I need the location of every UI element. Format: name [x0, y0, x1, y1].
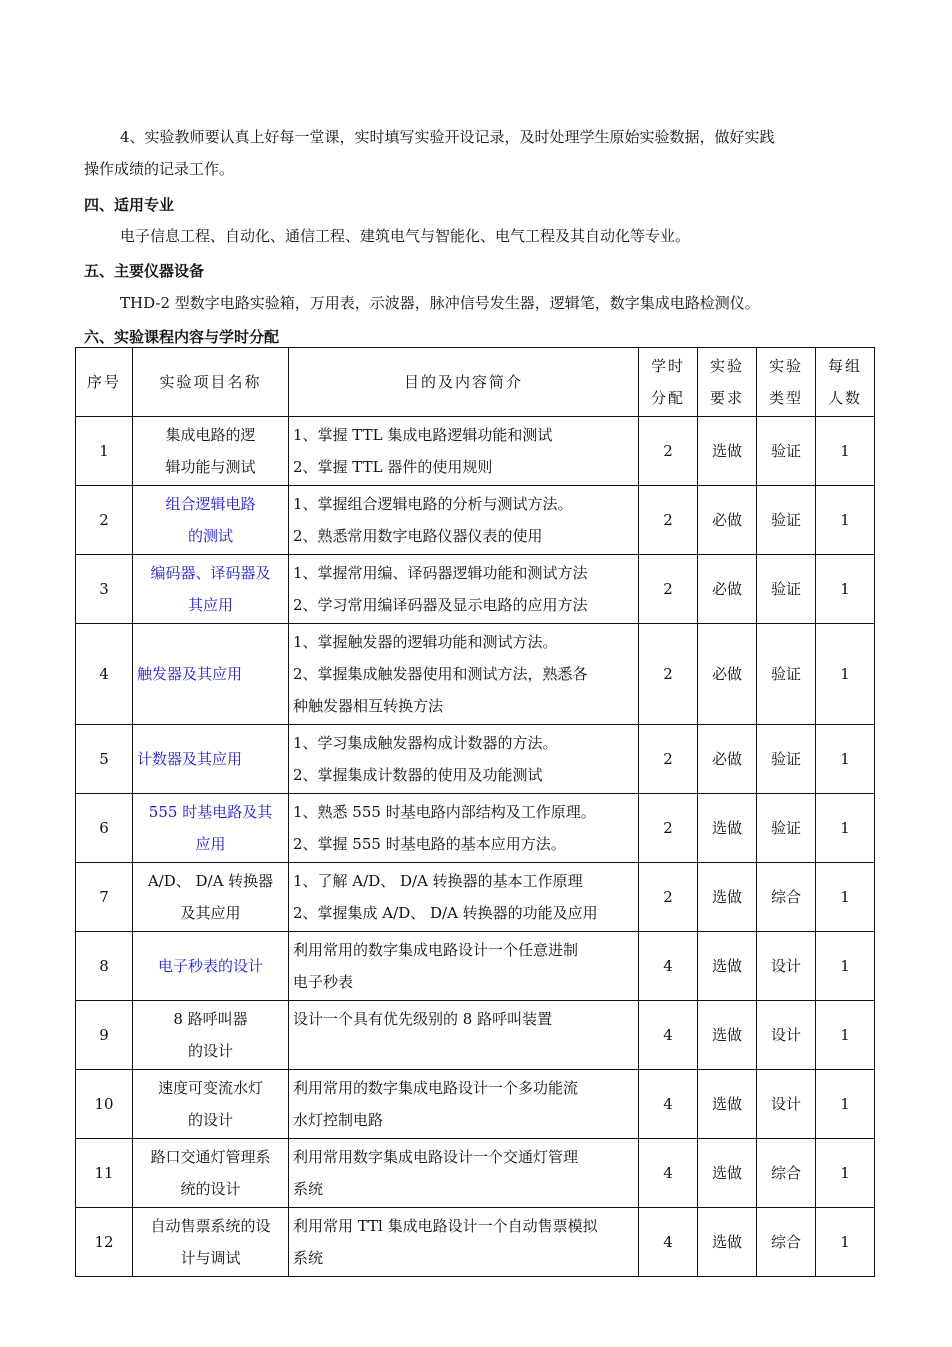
- cell-content-line: 2、掌握集成计数器的使用及功能测试: [293, 766, 543, 784]
- table-row: [76, 932, 875, 1001]
- item4-line2: 操作成绩的记录工作。: [84, 160, 235, 178]
- cell-hours: 2: [639, 417, 698, 486]
- cell-name-line: 应用: [195, 835, 226, 853]
- table-row: [76, 725, 875, 794]
- cell-name-line: 统的设计: [180, 1180, 241, 1198]
- cell-type: 验证: [757, 486, 816, 555]
- table-row: [76, 1070, 875, 1139]
- cell-no: 11: [76, 1139, 133, 1208]
- cell-hours: 2: [639, 624, 698, 725]
- cell-no: 7: [76, 863, 133, 932]
- table-row: [76, 794, 875, 863]
- table-row: [76, 486, 875, 555]
- cell-content-line: 种触发器相互转换方法: [293, 697, 444, 715]
- cell-name-line: 触发器及其应用: [137, 665, 243, 683]
- cell-content: [289, 486, 639, 555]
- cell-name-line: 速度可变流水灯: [157, 1079, 263, 1097]
- item4-paragraph: [84, 121, 874, 153]
- cell-name-line: 辑功能与测试: [165, 458, 256, 476]
- cell-content-line: 1、掌握触发器的逻辑功能和测试方法。: [293, 633, 558, 651]
- cell-content: [289, 624, 639, 725]
- item4-paragraph-cont: [84, 153, 874, 185]
- cell-content-line: 设计一个具有优先级别的 8 路呼叫装置: [293, 1010, 553, 1028]
- cell-group: 1: [816, 725, 875, 794]
- cell-no: 6: [76, 794, 133, 863]
- cell-type: 设计: [757, 932, 816, 1001]
- cell-no: 10: [76, 1070, 133, 1139]
- table-row: [76, 863, 875, 932]
- table-row: [76, 1139, 875, 1208]
- cell-type: 验证: [757, 555, 816, 624]
- cell-content-line: 1、掌握组合逻辑电路的分析与测试方法。: [293, 495, 573, 513]
- section5-heading: 五、主要仪器设备: [84, 262, 205, 280]
- cell-req: 必做: [698, 725, 757, 794]
- header-name: 实验项目名称: [133, 348, 289, 417]
- header-type: [757, 348, 816, 417]
- cell-content-line: 2、学习常用编译码器及显示电路的应用方法: [293, 596, 588, 614]
- cell-hours: 2: [639, 794, 698, 863]
- cell-content-line: 2、掌握集成 A/D、 D/A 转换器的功能及应用: [293, 904, 598, 922]
- course-table: [75, 347, 875, 1277]
- cell-hours: 2: [639, 863, 698, 932]
- cell-group: 1: [816, 1001, 875, 1070]
- cell-req: 必做: [698, 486, 757, 555]
- cell-content: [289, 417, 639, 486]
- header-type-line2: 类型: [768, 389, 803, 407]
- cell-content: [289, 1139, 639, 1208]
- table-body: [76, 417, 875, 1277]
- cell-name-line: 及其应用: [180, 904, 241, 922]
- cell-name: [133, 794, 289, 863]
- section6-heading: 六、实验课程内容与学时分配: [84, 328, 280, 346]
- cell-req: 选做: [698, 794, 757, 863]
- cell-name-line: 555 时基电路及其: [148, 803, 273, 821]
- cell-name-line: 计与调试: [180, 1249, 241, 1267]
- cell-name-line: 路口交通灯管理系: [150, 1148, 271, 1166]
- cell-content-line: 利用常用 TTl 集成电路设计一个自动售票模拟: [293, 1217, 598, 1235]
- cell-content-line: 利用常用数字集成电路设计一个交通灯管理: [293, 1148, 579, 1166]
- cell-name-line: 的测试: [187, 527, 233, 545]
- cell-name-line: 其应用: [187, 596, 233, 614]
- cell-group: 1: [816, 624, 875, 725]
- cell-type: 验证: [757, 794, 816, 863]
- table-row: [76, 417, 875, 486]
- header-hours-line1: 学时: [650, 357, 685, 375]
- cell-name: [133, 486, 289, 555]
- header-content: 目的及内容简介: [289, 348, 639, 417]
- header-no: 序号: [76, 348, 133, 417]
- cell-content: [289, 863, 639, 932]
- cell-content-line: 2、掌握 555 时基电路的基本应用方法。: [293, 835, 566, 853]
- cell-req: 选做: [698, 1001, 757, 1070]
- cell-content-line: 电子秒表: [293, 973, 354, 991]
- cell-content: [289, 794, 639, 863]
- section5-text: THD-2 型数字电路实验箱，万用表，示波器，脉冲信号发生器，逻辑笔，数字集成电路检测仪。: [120, 294, 760, 312]
- cell-group: 1: [816, 555, 875, 624]
- cell-hours: 2: [639, 486, 698, 555]
- header-type-line1: 实验: [768, 357, 803, 375]
- cell-req: 选做: [698, 863, 757, 932]
- cell-name-line: 8 路呼叫器: [173, 1010, 248, 1028]
- cell-req: 选做: [698, 1070, 757, 1139]
- cell-name: [133, 624, 289, 725]
- cell-content: [289, 1208, 639, 1277]
- cell-no: 2: [76, 486, 133, 555]
- cell-no: 9: [76, 1001, 133, 1070]
- cell-req: 必做: [698, 624, 757, 725]
- header-req-line1: 实验: [709, 357, 744, 375]
- cell-name: [133, 555, 289, 624]
- cell-name-line: 集成电路的逻: [165, 426, 256, 444]
- cell-group: 1: [816, 794, 875, 863]
- cell-name: [133, 1139, 289, 1208]
- cell-name-line: 电子秒表的设计: [157, 957, 263, 975]
- cell-content-line: 利用常用的数字集成电路设计一个多功能流: [293, 1079, 579, 1097]
- section4-text: 电子信息工程、自动化、通信工程、建筑电气与智能化、电气工程及其自动化等专业。: [120, 227, 691, 245]
- cell-content-line: 水灯控制电路: [293, 1111, 384, 1129]
- cell-name-line: 组合逻辑电路: [165, 495, 256, 513]
- cell-content: [289, 725, 639, 794]
- cell-group: 1: [816, 486, 875, 555]
- cell-name: [133, 1208, 289, 1277]
- cell-name-line: 的设计: [187, 1042, 233, 1060]
- cell-hours: 2: [639, 725, 698, 794]
- cell-name: [133, 1001, 289, 1070]
- cell-group: 1: [816, 932, 875, 1001]
- cell-name-line: 自动售票系统的设: [150, 1217, 271, 1235]
- cell-hours: 4: [639, 1001, 698, 1070]
- table-row: [76, 555, 875, 624]
- cell-type: 验证: [757, 417, 816, 486]
- cell-content-line: 1、掌握 TTL 集成电路逻辑功能和测试: [293, 426, 553, 444]
- cell-content-line: 2、熟悉常用数字电路仪器仪表的使用: [293, 527, 543, 545]
- cell-no: 5: [76, 725, 133, 794]
- cell-hours: 4: [639, 1208, 698, 1277]
- cell-type: 综合: [757, 1139, 816, 1208]
- cell-name: [133, 863, 289, 932]
- cell-type: 验证: [757, 725, 816, 794]
- cell-no: 1: [76, 417, 133, 486]
- cell-hours: 4: [639, 932, 698, 1001]
- cell-name: [133, 1070, 289, 1139]
- cell-content-line: 2、掌握集成触发器使用和测试方法，熟悉各: [293, 665, 588, 683]
- cell-name-line: A/D、 D/A 转换器: [147, 872, 274, 890]
- cell-req: 选做: [698, 417, 757, 486]
- cell-content: [289, 1070, 639, 1139]
- cell-no: 3: [76, 555, 133, 624]
- cell-group: 1: [816, 1208, 875, 1277]
- header-req: [698, 348, 757, 417]
- cell-content: [289, 1001, 639, 1070]
- table-row: [76, 624, 875, 725]
- cell-content-line: 1、学习集成触发器构成计数器的方法。: [293, 734, 558, 752]
- cell-content-line: 2、掌握 TTL 器件的使用规则: [293, 458, 493, 476]
- table-header-row: [76, 348, 875, 417]
- section4-heading: 四、适用专业: [84, 196, 175, 214]
- cell-no: 8: [76, 932, 133, 1001]
- cell-content-line: 系统: [293, 1180, 324, 1198]
- table-row: [76, 1001, 875, 1070]
- cell-content-line: 1、了解 A/D、 D/A 转换器的基本工作原理: [293, 872, 583, 890]
- cell-no: 4: [76, 624, 133, 725]
- cell-group: 1: [816, 1070, 875, 1139]
- cell-type: 综合: [757, 1208, 816, 1277]
- cell-name: [133, 725, 289, 794]
- cell-req: 选做: [698, 1208, 757, 1277]
- header-hours: [639, 348, 698, 417]
- cell-content-line: 1、熟悉 555 时基电路内部结构及工作原理。: [293, 803, 596, 821]
- cell-type: 综合: [757, 863, 816, 932]
- cell-name: [133, 932, 289, 1001]
- cell-req: 选做: [698, 1139, 757, 1208]
- cell-no: 12: [76, 1208, 133, 1277]
- cell-hours: 2: [639, 555, 698, 624]
- header-group-line2: 人数: [827, 389, 862, 407]
- cell-name: [133, 417, 289, 486]
- cell-name-line: 计数器及其应用: [137, 750, 243, 768]
- cell-content: [289, 555, 639, 624]
- cell-content-line: 1、掌握常用编、译码器逻辑功能和测试方法: [293, 564, 588, 582]
- header-group-line1: 每组: [827, 357, 862, 375]
- cell-type: 设计: [757, 1070, 816, 1139]
- cell-name-line: 的设计: [187, 1111, 233, 1129]
- cell-req: 必做: [698, 555, 757, 624]
- table-row: [76, 1208, 875, 1277]
- cell-content-line: 系统: [293, 1249, 324, 1267]
- header-req-line2: 要求: [709, 389, 744, 407]
- item4-line1: 4、实验教师要认真上好每一堂课，实时填写实验开设记录，及时处理学生原始实验数据，做好实践: [120, 128, 775, 146]
- cell-type: 验证: [757, 624, 816, 725]
- cell-hours: 4: [639, 1070, 698, 1139]
- cell-name-line: 编码器、译码器及: [150, 564, 271, 582]
- cell-type: 设计: [757, 1001, 816, 1070]
- cell-hours: 4: [639, 1139, 698, 1208]
- cell-group: 1: [816, 863, 875, 932]
- header-hours-line2: 分配: [650, 389, 685, 407]
- cell-group: 1: [816, 1139, 875, 1208]
- cell-group: 1: [816, 417, 875, 486]
- cell-content: [289, 932, 639, 1001]
- cell-content-line: 利用常用的数字集成电路设计一个任意进制: [293, 941, 579, 959]
- cell-req: 选做: [698, 932, 757, 1001]
- header-group: [816, 348, 875, 417]
